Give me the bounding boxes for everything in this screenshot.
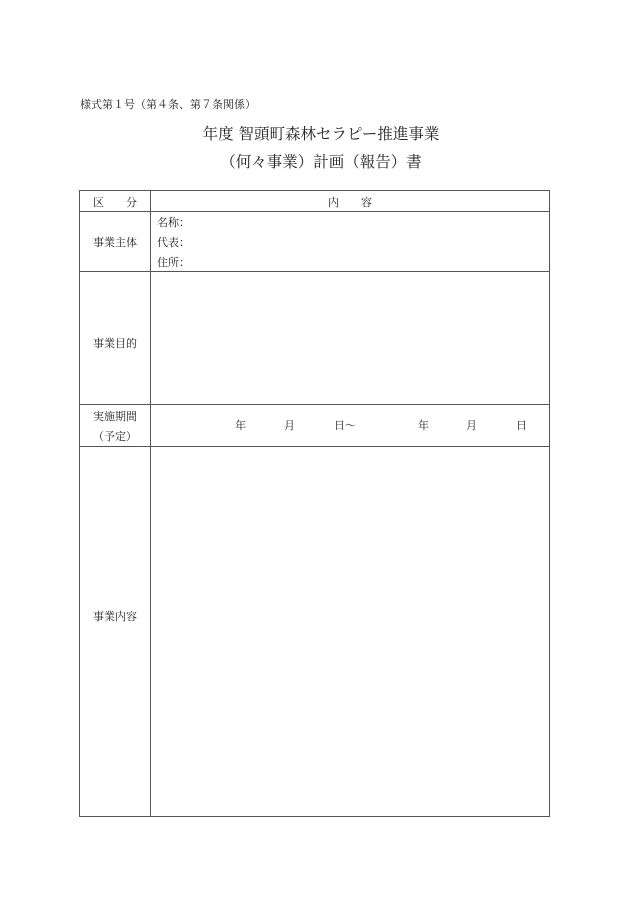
row-divider <box>80 446 549 447</box>
entity-representative-field[interactable]: 代表： <box>157 236 190 249</box>
entity-label: 事業主体 <box>93 236 137 249</box>
form-number: 様式第１号（第４条、第７条関係） <box>80 98 256 111</box>
column-divider <box>150 191 151 816</box>
entity-address-field[interactable]: 住所： <box>157 256 190 269</box>
row-divider <box>80 211 549 212</box>
form-table <box>79 190 550 817</box>
details-label: 事業内容 <box>93 610 137 623</box>
period-label: 実施期間 <box>93 410 137 423</box>
document-subtitle: （何々事業）計画（報告）書 <box>220 153 422 171</box>
start-month-unit: 月 <box>284 419 295 432</box>
document-title: 年度 智頭町森林セラピー推進事業 <box>202 125 440 143</box>
header-content: 内 容 <box>328 196 372 209</box>
row-divider <box>80 404 549 405</box>
period-label-planned: （予定） <box>93 430 137 443</box>
end-year-unit: 年 <box>418 419 429 432</box>
purpose-label: 事業目的 <box>93 337 137 350</box>
entity-name-field[interactable]: 名称： <box>157 216 190 229</box>
end-month-unit: 月 <box>466 419 477 432</box>
start-year-unit: 年 <box>235 419 246 432</box>
start-day-unit: 日～ <box>334 419 356 432</box>
header-category: 区 分 <box>93 196 137 209</box>
row-divider <box>80 271 549 272</box>
end-day-unit: 日 <box>516 419 527 432</box>
